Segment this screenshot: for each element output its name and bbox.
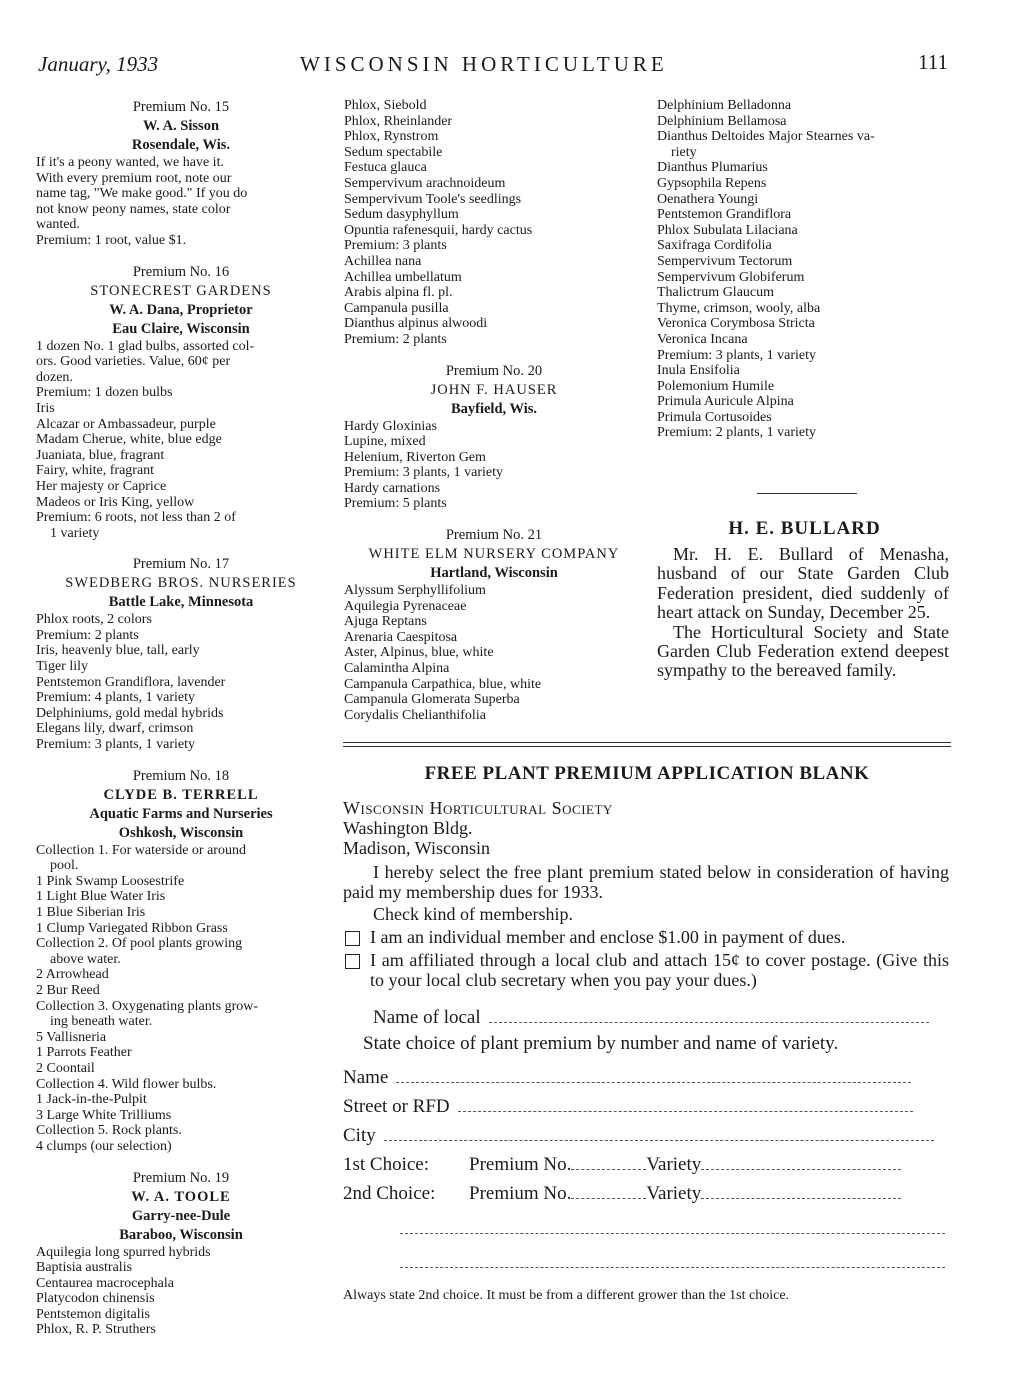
- text-line: Delphiniums, gold medal hybrids: [36, 705, 224, 721]
- text-line: Premium: 1 root, value $1.: [36, 232, 187, 248]
- text-line: Premium: 5 plants: [344, 496, 447, 512]
- text-line: Gypsophila Repens: [657, 175, 767, 191]
- grower-location: Battle Lake, Minnesota: [108, 594, 254, 611]
- text-line: 1 Blue Siberian Iris: [36, 905, 146, 920]
- text-line: Juaniata, blue, fragrant: [36, 447, 165, 463]
- text-line: Iris, heavenly blue, tall, early: [36, 643, 200, 659]
- grower-name: W. A. TOOLE: [131, 1188, 231, 1205]
- premium-number: Premium No. 21: [445, 527, 543, 544]
- text-line: Primula Auricule Alpina: [657, 394, 794, 410]
- text-line: Hardy carnations: [344, 480, 441, 496]
- premium-19-body: [36, 1245, 326, 1339]
- text-line: Pentstemon Grandiflora, lavender: [36, 674, 226, 690]
- street-input[interactable]: [458, 1099, 913, 1112]
- text-line: Premium: 6 roots, not less than 2 of: [36, 510, 236, 526]
- second-choice-field: [343, 1184, 949, 1204]
- field-label: Variety: [646, 1154, 702, 1175]
- text-line: 1 variety: [50, 525, 100, 541]
- text-line: Polemonium Humile: [657, 378, 775, 394]
- text-line: Thalictrum Glaucum: [657, 285, 775, 301]
- text-line: Baptisia australis: [36, 1260, 133, 1276]
- text-line: Aquilegia long spurred hybrids: [36, 1244, 211, 1260]
- text-line: Premium: 4 plants, 1 variety: [36, 690, 196, 706]
- text-line: 1 dozen No. 1 glad bulbs, assorted col-: [36, 338, 255, 354]
- city-input[interactable]: [384, 1128, 934, 1141]
- first-premium-number-input[interactable]: [571, 1157, 646, 1170]
- grower-name: STONECREST GARDENS: [90, 282, 272, 299]
- grower-proprietor: W. A. Dana, Proprietor: [109, 301, 253, 318]
- grower-location: Rosendale, Wis.: [131, 137, 231, 153]
- grower-name: CLYDE B. TERRELL: [103, 786, 259, 803]
- field-label: 2nd Choice:: [343, 1183, 436, 1204]
- text-line: wanted.: [36, 217, 80, 233]
- text-line: Sempervivum arachnoideum: [344, 175, 506, 191]
- text-line: 1 Pink Swamp Loosestrife: [36, 873, 185, 889]
- extra-input[interactable]: [400, 1255, 945, 1268]
- premium-21-heading: [344, 526, 644, 583]
- column-2: [344, 98, 644, 723]
- text-line: not know peony names, state color: [36, 201, 231, 217]
- field-label: Variety: [646, 1183, 702, 1204]
- text-line: dozen.: [36, 369, 73, 385]
- text-line: Madeos or Iris King, yellow: [36, 494, 195, 510]
- grower-name: SWEDBERG BROS. NURSERIES: [65, 575, 297, 592]
- text-line: Fairy, white, fragrant: [36, 463, 155, 479]
- text-line: Premium: 2 plants: [344, 331, 447, 347]
- grower-subtitle: Aquatic Farms and Nurseries: [89, 805, 273, 822]
- premium-number: Premium No. 20: [445, 362, 543, 379]
- text-line: Phlox Subulata Lilaciana: [657, 222, 798, 238]
- form-top-rule: [343, 746, 951, 747]
- text-line: Collection 1. For waterside or around: [36, 842, 246, 858]
- text-line: 4 clumps (our selection): [36, 1138, 172, 1154]
- text-line: Her majesty or Caprice: [36, 478, 167, 494]
- text-line: Platycodon chinensis: [36, 1291, 155, 1307]
- text-line: Ajuga Reptans: [344, 614, 427, 630]
- local-club-input[interactable]: [489, 1010, 929, 1023]
- page-number: 111: [918, 50, 948, 74]
- text-line: If it's a peony wanted, we have it.: [36, 155, 224, 170]
- text-line: Arabis alpina fl. pl.: [344, 285, 453, 301]
- text-line: Dianthus Deltoides Major Stearnes va-: [657, 129, 875, 145]
- text-line: Campanula Glomerata Superba: [344, 692, 520, 708]
- field-label: Name of local: [373, 1007, 481, 1028]
- text-line: Inula Ensifolia: [657, 363, 740, 379]
- extra-input[interactable]: [400, 1221, 945, 1234]
- column-3: [657, 98, 957, 441]
- choice-instruction: State choice of plant premium by number and name of variety.: [363, 1033, 839, 1054]
- text-line: Phlox roots, 2 colors: [36, 612, 152, 628]
- text-line: Achillea nana: [344, 253, 422, 269]
- text-line: 2 Bur Reed: [36, 982, 100, 998]
- membership-option-affiliated: [343, 950, 949, 990]
- text-line: riety: [671, 144, 697, 160]
- text-line: Pentstemon digitalis: [36, 1306, 150, 1322]
- text-line: Sempervivum Toole's seedlings: [344, 191, 522, 207]
- grower-name: W. A. Sisson: [142, 118, 220, 134]
- second-variety-input[interactable]: [701, 1186, 901, 1199]
- premium-21-body: [344, 583, 644, 723]
- grower-subtitle: Garry-nee-Dule: [131, 1207, 231, 1224]
- text-line: Sempervivum Globiferum: [657, 269, 805, 285]
- text-line: Elegans lily, dwarf, crimson: [36, 721, 194, 737]
- text-line: With every premium root, note our: [36, 170, 232, 186]
- text-line: 5 Vallisneria: [36, 1029, 107, 1045]
- option-label: I am an individual member and enclose $1.00 in payment of dues.: [370, 927, 846, 947]
- text-line: Phlox, Rheinlander: [344, 113, 453, 129]
- text-line: Premium: 3 plants, 1 variety: [657, 347, 817, 363]
- first-variety-input[interactable]: [701, 1157, 901, 1170]
- premium-18-body: [36, 843, 326, 1155]
- text-line: Centaurea macrocephala: [36, 1275, 174, 1291]
- text-line: Premium: 3 plants, 1 variety: [344, 465, 504, 481]
- premium-17-body: [36, 612, 326, 752]
- text-line: Collection 5. Rock plants.: [36, 1123, 182, 1139]
- text-line: Achillea umbellatum: [344, 269, 462, 285]
- extra-line: [343, 1218, 949, 1238]
- field-label: Street or RFD: [343, 1096, 450, 1117]
- premium-number: Premium No. 17: [132, 556, 230, 573]
- text-line: ing beneath water.: [50, 1014, 153, 1030]
- form-footnote: Always state 2nd choice. It must be from a different grower than the 1st choice.: [343, 1288, 790, 1303]
- premium-21-continued: [657, 98, 957, 441]
- text-line: Dianthus alpinus alwoodi: [344, 316, 488, 332]
- text-line: 1 Parrots Feather: [36, 1045, 132, 1061]
- address-line: Madison, Wisconsin: [343, 838, 490, 858]
- field-label: Name: [343, 1067, 389, 1088]
- form-title: FREE PLANT PREMIUM APPLICATION BLANK: [424, 763, 870, 784]
- text-line: Collection 4. Wild flower bulbs.: [36, 1076, 217, 1092]
- grower-location: Hartland, Wisconsin: [430, 565, 558, 582]
- text-line: Delphinium Bellamosa: [657, 113, 787, 129]
- name-field: [343, 1068, 949, 1088]
- premium-15-heading: [36, 98, 326, 155]
- city-field: [343, 1126, 949, 1146]
- extra-line: [343, 1252, 949, 1272]
- text-line: Premium: 2 plants, 1 variety: [657, 425, 817, 441]
- premium-16-heading: [36, 263, 326, 339]
- address-line: Washington Bldg.: [343, 818, 473, 838]
- text-line: Alyssum Serphyllifolium: [344, 583, 486, 599]
- grower-name: WHITE ELM NURSERY COMPANY: [368, 546, 620, 563]
- grower-name: JOHN F. HAUSER: [430, 381, 558, 398]
- text-line: Premium: 1 dozen bulbs: [36, 385, 173, 401]
- premium-number: Premium No. 19: [132, 1169, 230, 1186]
- column-1: [36, 98, 326, 1338]
- text-line: Aster, Alpinus, blue, white: [344, 645, 494, 661]
- premium-number: Premium No. 15: [132, 99, 230, 115]
- text-line: Aquilegia Pyrenaceae: [344, 598, 467, 614]
- grower-location: Bayfield, Wis.: [450, 400, 538, 417]
- text-line: Dianthus Plumarius: [657, 160, 768, 176]
- text-line: 1 Light Blue Water Iris: [36, 889, 166, 905]
- grower-location: Baraboo, Wisconsin: [119, 1226, 243, 1243]
- name-input[interactable]: [396, 1070, 911, 1083]
- text-line: 1 Jack-in-the-Pulpit: [36, 1092, 147, 1108]
- text-line: Phlox, R. P. Struthers: [36, 1322, 156, 1338]
- field-label: Premium No.: [469, 1183, 572, 1204]
- text-line: Thyme, crimson, wooly, alba: [657, 300, 821, 316]
- text-line: Corydalis Chelianthifolia: [344, 707, 486, 723]
- address-line: Wisconsin Horticultural Society: [343, 798, 613, 818]
- premium-19-heading: [36, 1169, 326, 1245]
- text-line: Lupine, mixed: [344, 434, 426, 450]
- text-line: Collection 2. Of pool plants growing: [36, 936, 243, 952]
- text-line: Sedum spectabile: [344, 144, 443, 160]
- premium-19-continued: [344, 98, 644, 348]
- text-line: Iris: [36, 400, 55, 416]
- text-line: Premium: 3 plants, 1 variety: [36, 737, 196, 753]
- text-line: Premium: 2 plants: [36, 627, 139, 643]
- text-line: Phlox, Siebold: [344, 98, 427, 113]
- text-line: Alcazar or Ambassadeur, purple: [36, 416, 216, 432]
- obituary-paragraph: Mr. H. E. Bullard of Menasha, husband of our State Garden Club Federation president, died suddenly of heart attack on Sunday, December 25.: [657, 544, 949, 623]
- membership-option-individual: [343, 927, 949, 947]
- premium-17-heading: [36, 555, 326, 612]
- obituary-paragraph: The Horticultural Society and State Garden Club Federation extend deepest sympathy to the bereaved family.: [657, 621, 949, 681]
- text-line: Premium: 3 plants: [344, 238, 447, 254]
- text-line: Veronica Corymbosa Stricta: [657, 316, 815, 332]
- form-top-rule: [343, 742, 951, 743]
- second-premium-number-input[interactable]: [571, 1186, 646, 1199]
- text-line: 3 Large White Trilliums: [36, 1107, 172, 1123]
- text-line: Primula Cortusoides: [657, 409, 772, 425]
- text-line: Helenium, Riverton Gem: [344, 449, 486, 465]
- text-line: Collection 3. Oxygenating plants grow-: [36, 998, 259, 1014]
- text-line: ors. Good varieties. Value, 60¢ per: [36, 354, 231, 370]
- obituary-heading: H. E. BULLARD: [728, 518, 881, 539]
- field-label: City: [343, 1125, 376, 1146]
- affiliated-checkbox[interactable]: [345, 954, 360, 969]
- text-line: Arenaria Caespitosa: [344, 629, 458, 645]
- text-line: Saxifraga Cordifolia: [657, 238, 772, 254]
- section-divider: [757, 493, 857, 494]
- text-line: 2 Arrowhead: [36, 967, 109, 983]
- option-label: I am affiliated through a local club and attach 15¢ to cover postage. (Give this to your local club secretary when you pay your dues.): [370, 950, 949, 990]
- street-field: [343, 1097, 949, 1117]
- text-line: Delphinium Belladonna: [657, 98, 792, 113]
- text-line: Festuca glauca: [344, 160, 427, 176]
- premium-number: Premium No. 18: [132, 767, 230, 784]
- field-label: Premium No.: [469, 1154, 572, 1175]
- premium-20-body: [344, 419, 644, 513]
- individual-checkbox[interactable]: [345, 931, 360, 946]
- text-line: Calamintha Alpina: [344, 661, 450, 677]
- text-line: Sedum dasyphyllum: [344, 207, 459, 223]
- text-line: Veronica Incana: [657, 331, 748, 347]
- premium-18-heading: [36, 767, 326, 843]
- form-intro: I hereby select the free plant premium stated below in consideration of having paid my membership dues for 1933.: [343, 862, 949, 902]
- application-form: [343, 798, 949, 1306]
- text-line: Sempervivum Tectorum: [657, 253, 793, 269]
- text-line: Campanula Carpathica, blue, white: [344, 676, 542, 692]
- premium-20-heading: [344, 362, 644, 419]
- local-club-field: [343, 1008, 949, 1028]
- premium-15-body: [36, 155, 326, 249]
- field-label: 1st Choice:: [343, 1154, 430, 1175]
- running-head-title: WISCONSIN HORTICULTURE: [300, 52, 668, 76]
- grower-location: Eau Claire, Wisconsin: [112, 320, 250, 337]
- text-line: Hardy Gloxinias: [344, 418, 437, 434]
- text-line: pool.: [50, 858, 79, 874]
- text-line: Tiger lily: [36, 659, 88, 675]
- text-line: above water.: [50, 951, 121, 967]
- obituary-body: [657, 545, 949, 681]
- text-line: name tag, "We make good." If you do: [36, 186, 248, 202]
- premium-number: Premium No. 16: [132, 263, 230, 280]
- text-line: Madam Cherue, white, blue edge: [36, 432, 222, 448]
- grower-location: Oshkosh, Wisconsin: [118, 824, 244, 841]
- text-line: Phlox, Rynstrom: [344, 129, 439, 145]
- premium-16-body: [36, 339, 326, 542]
- text-line: 2 Coontail: [36, 1060, 95, 1076]
- text-line: Pentstemon Grandiflora: [657, 207, 792, 223]
- running-head-date: January, 1933: [38, 52, 159, 76]
- first-choice-field: [343, 1155, 949, 1175]
- membership-instruction: Check kind of membership.: [373, 904, 573, 924]
- text-line: Oenathera Youngi: [657, 191, 759, 207]
- text-line: Campanula pusilla: [344, 300, 449, 316]
- text-line: Opuntia rafenesquii, hardy cactus: [344, 222, 533, 238]
- text-line: 1 Clump Variegated Ribbon Grass: [36, 920, 228, 936]
